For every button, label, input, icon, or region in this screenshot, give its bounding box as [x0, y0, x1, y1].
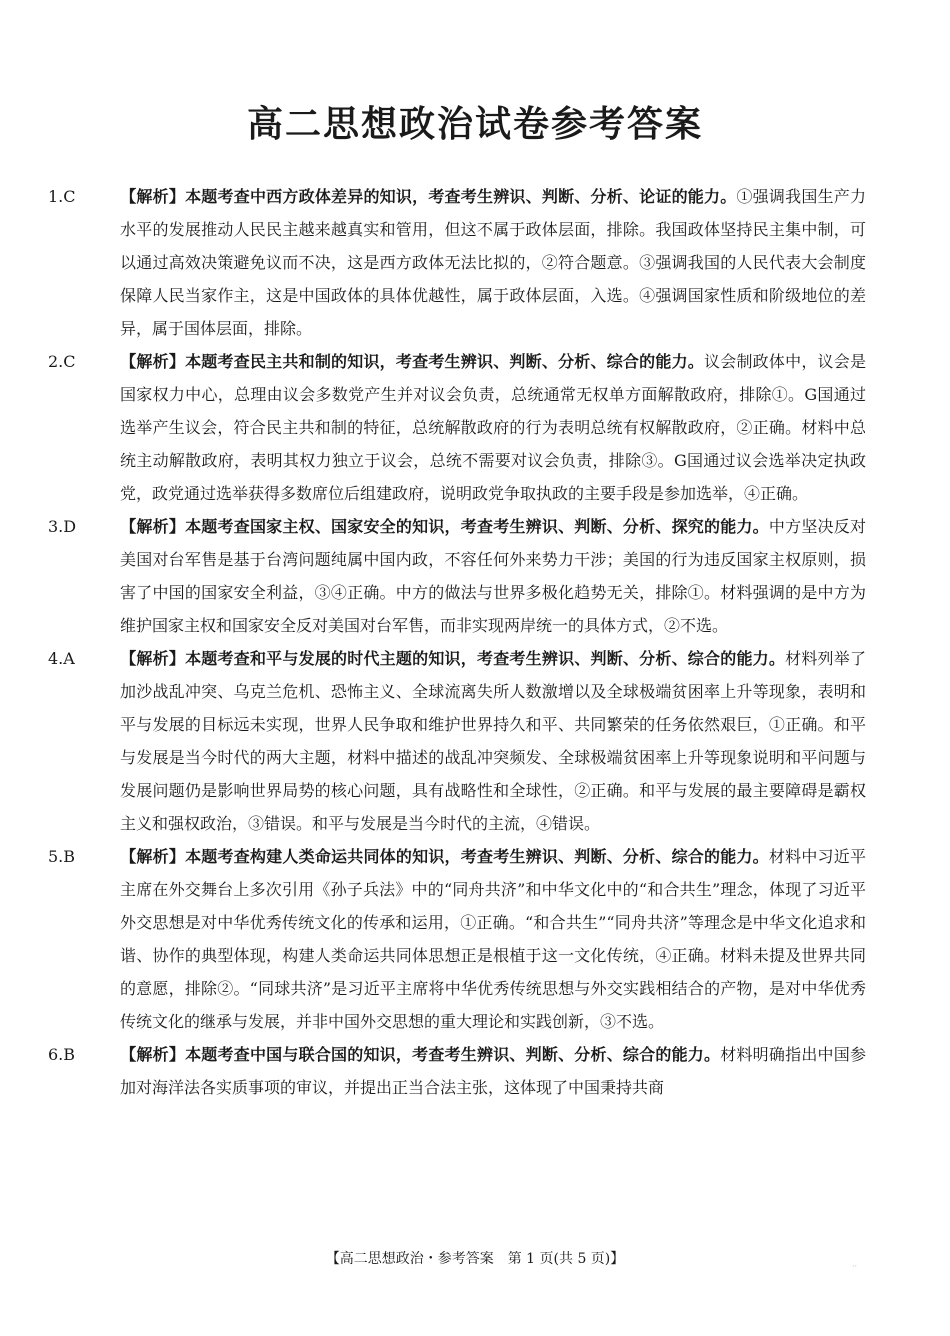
answer-item [48, 510, 866, 642]
answer-heading: 【解析】本题考查国家主权、国家安全的知识，考查考生辨识、判断、分析、探究的能力。 [120, 517, 769, 536]
answer-heading: 【解析】本题考查民主共和制的知识，考查考生辨识、判断、分析、综合的能力。 [120, 352, 705, 371]
answer-item [48, 840, 866, 1038]
answer-explanation: 议会制政体中，议会是国家权力中心，总理由议会多数党产生并对议会负责，总统通常无权单方面解散政府，排除①。G国通过选举产生议会，符合民主共和制的特征，总统解散政府的行为表明总统有权解散政府，②正确。材料中总统主动解散政府，表明其权力独立于议会，总统不需要对议会负责，排除③。G国通过议会选举决定执政党，政党通过选举获得多数席位后组建政府，说明政党争取执政的主要手段是参加选举，④正确。 [120, 352, 866, 503]
answer-number: 1.C [48, 187, 76, 206]
answer-number: 2.C [48, 352, 76, 371]
answer-explanation: 中方坚决反对美国对台军售是基于台湾问题纯属中国内政，不容任何外来势力干涉；美国的行为违反国家主权原则，损害了中国的国家安全利益，③④正确。中方的做法与世界多极化趋势无关，排除①。材料强调的是中方为维护国家主权和国家安全反对美国对台军售，而非实现两岸统一的具体方式，②不选。 [120, 517, 866, 635]
answer-item [48, 642, 866, 840]
answer-number: 6.B [48, 1045, 76, 1064]
answer-explanation: 材料明确指出中国参加对海洋法各实质事项的审议，并提出正当合法主张，这体现了中国秉持共商 [120, 1045, 866, 1097]
answer-number: 3.D [48, 517, 77, 536]
answer-heading: 【解析】本题考查中国与联合国的知识，考查考生辨识、判断、分析、综合的能力。 [120, 1045, 721, 1064]
answer-item [48, 345, 866, 510]
answer-number: 4.A [48, 649, 75, 668]
answer-item [48, 1038, 866, 1104]
answer-explanation: 材料列举了加沙战乱冲突、乌克兰危机、恐怖主义、全球流离失所人数激增以及全球极端贫困率上升等现象，表明和平与发展的目标远未实现，世界人民争取和维护世界持久和平、共同繁荣的任务依然艰巨，①正确。和平与发展是当今时代的两大主题，材料中描述的战乱冲突频发、全球极端贫困率上升等现象说明和平问题与发展问题仍是影响世界局势的核心问题，具有战略性和全球性，②正确。和平与发展的最主要障碍是霸权主义和强权政治，③错误。和平与发展是当今时代的主流，④错误。 [120, 649, 866, 833]
answer-heading: 【解析】本题考查和平与发展的时代主题的知识，考查考生辨识、判断、分析、综合的能力。 [120, 649, 786, 668]
answer-heading: 【解析】本题考查构建人类命运共同体的知识，考查考生辨识、判断、分析、综合的能力。 [120, 847, 769, 866]
answer-number: 5.B [48, 847, 76, 866]
document-title: 高二思想政治试卷参考答案 [246, 104, 703, 145]
answer-item [48, 180, 866, 345]
answer-heading: 【解析】本题考查中西方政体差异的知识，考查考生辨识、判断、分析、论证的能力。 [120, 187, 737, 206]
answer-list [48, 180, 866, 1104]
answer-explanation: 材料中习近平主席在外交舞台上多次引用《孙子兵法》中的“同舟共济”和中华文化中的“和合共生”理念，体现了习近平外交思想是对中华优秀传统文化的传承和运用，①正确。“和合共生”“同舟共济”等理念是中华文化追求和谐、协作的典型体现，构建人类命运共同体思想正是根植于这一文化传统，④正确。材料未提及世界共同的意愿，排除②。“同球共济”是习近平主席将中华优秀传统思想与外交实践相结合的产物，是对中华优秀传统文化的继承与发展，并非中国外交思想的重大理论和实践创新，③不选。 [120, 847, 866, 1031]
answer-explanation: ①强调我国生产力水平的发展推动人民民主越来越真实和管用，但这不属于政体层面，排除。我国政体坚持民主集中制，可以通过高效决策避免议而不决，这是西方政体无法比拟的，②符合题意。③强调我国的人民代表大会制度保障人民当家作主，这是中国政体的具体优越性，属于政体层面，入选。④强调国家性质和阶级地位的差异，属于国体层面，排除。 [120, 187, 866, 338]
page-footer: 【高二思想政治・参考答案 第 1 页(共 5 页)】 [325, 1251, 625, 1267]
page-mark: ·· [852, 1262, 858, 1271]
